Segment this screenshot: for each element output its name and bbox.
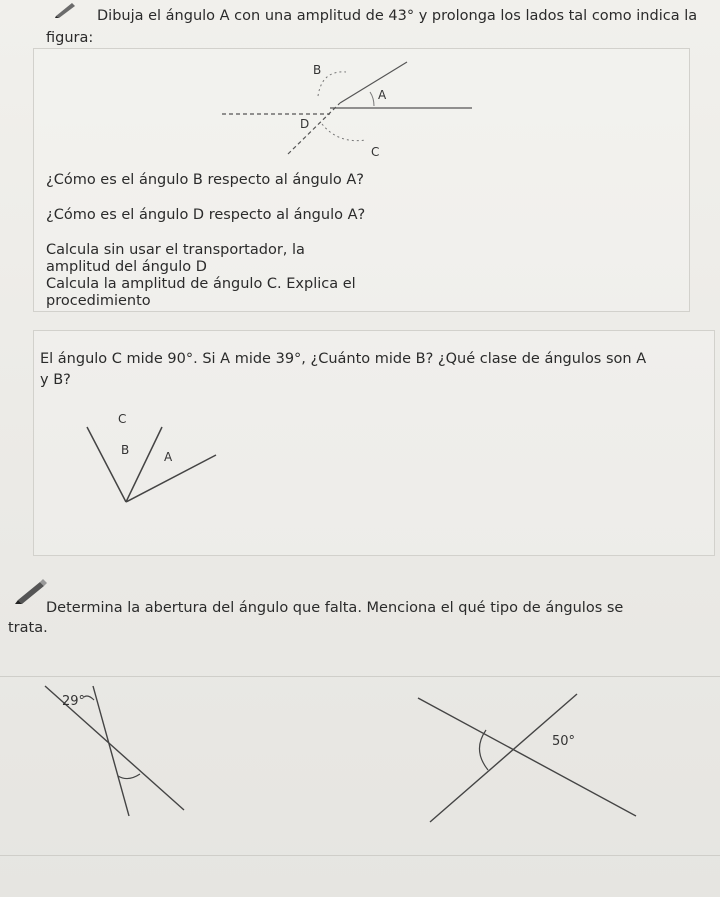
q1-label-a: A xyxy=(378,88,387,102)
q1-calc-d-line2: amplitud del ángulo D xyxy=(46,259,207,275)
q2-text-b: . Si A mide xyxy=(193,351,276,367)
q3-right-angle-label: 50° xyxy=(552,734,576,749)
q2-line2: y B? xyxy=(40,372,71,388)
q3-right-arc xyxy=(479,730,488,770)
q3-left-arc-bottom xyxy=(118,774,140,779)
q1-calc-d-line1: Calcula sin usar el transportador, la xyxy=(46,242,305,258)
q1-intro-text-a: Dibuja el ángulo A con una amplitud de xyxy=(97,8,389,24)
q2-angle-c-value: 90° xyxy=(167,351,194,367)
q3-right-line-1 xyxy=(418,698,636,816)
q1-label-b: B xyxy=(313,63,322,77)
q2-label-c: C xyxy=(118,412,127,426)
q1-question-d: ¿Cómo es el ángulo D respecto al ángulo A? xyxy=(46,207,366,223)
q1-calc-c-line1: Calcula la amplitud de ángulo C. Explica el xyxy=(46,276,356,292)
q2-text-c: , ¿Cuánto mide B? ¿Qué clase de ángulos son A xyxy=(301,351,647,367)
q2-label-b: B xyxy=(121,443,130,457)
q1-label-c: C xyxy=(371,145,380,159)
q3-left-arc-top xyxy=(84,696,94,700)
q3-left-angle-label: 29° xyxy=(62,694,86,709)
q3-line2: trata. xyxy=(8,620,48,636)
q2-text-a: El ángulo C mide xyxy=(40,351,168,367)
q1-intro-text-b: y prolonga los lados tal como indica la xyxy=(414,8,698,24)
q1-intro-line2: figura: xyxy=(46,30,94,46)
q1-label-d: D xyxy=(300,117,310,131)
q3-right-line-2 xyxy=(430,694,577,822)
q1-intro-angle: 43° xyxy=(388,8,415,24)
q1-question-b: ¿Cómo es el ángulo B respecto al ángulo A? xyxy=(46,172,364,188)
q3-line1: Determina la abertura del ángulo que falta. Menciona el qué tipo de ángulos se xyxy=(46,600,624,616)
q1-calc-c-line2: procedimiento xyxy=(46,293,151,309)
q2-label-a: A xyxy=(164,450,173,464)
q3-left-line-short xyxy=(93,686,129,816)
q2-angle-a-value: 39° xyxy=(275,351,302,367)
